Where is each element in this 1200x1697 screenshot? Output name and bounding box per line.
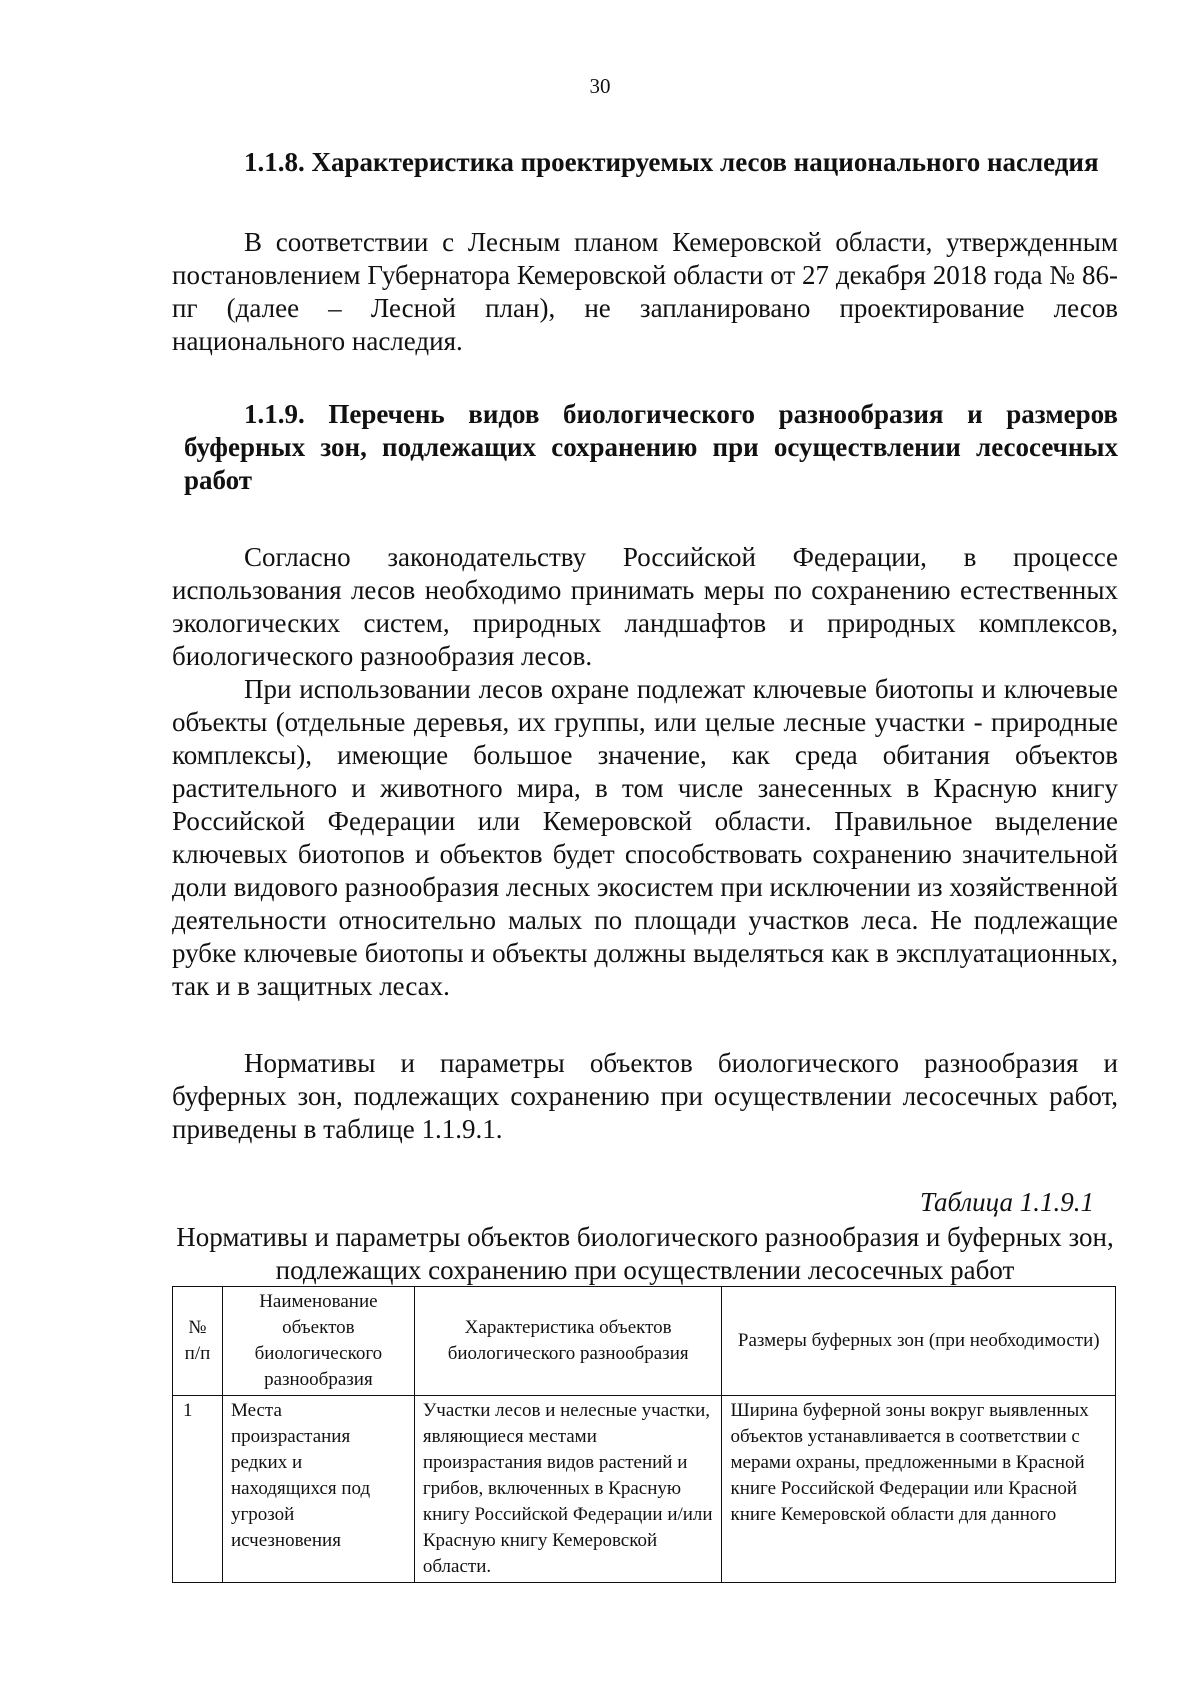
paragraph: Нормативы и параметры объектов биологического разнообразия и буферных зон, подлежащих сохранению при осуществлении лесосечных работ, приведены в таблице 1.1.9.1. xyxy=(172,1048,1118,1144)
header-num: № п/п xyxy=(173,1287,223,1396)
section-title: Характеристика проектируемых лесов национального наследия xyxy=(311,147,1099,177)
page-number: 30 xyxy=(589,74,611,98)
section-heading-1-1-9 xyxy=(172,398,1118,497)
table-caption: Таблица 1.1.9.1 xyxy=(919,1187,1094,1217)
paragraph: В соответствии с Лесным планом Кемеровской области, утвержденным постановлением Губернатора Кемеровской области от 27 декабря 2018 года № 86-пг (далее – Лесной план), не запланировано проектирование лесов национального наследия. xyxy=(172,227,1118,356)
cell-characteristic: Участки лесов и нелесные участки, являющиеся местами произрастания видов растений и грибов, включенных в Красную книгу Российской Федерации и/или Красную книгу Кемеровской области. xyxy=(414,1396,722,1583)
paragraph: При использовании лесов охране подлежат ключевые биотопы и ключевые объекты (отдельные деревья, их группы, или целые лесные участки - природные комплексы), имеющие большое значение, как среда обитания объектов растительного и животного мира, в том числе занесенных в Красную книгу Российской Федерации или Кемеровской области. Правильное выделение ключевых биотопов и объектов будет способствовать сохранению значительной доли видового разнообразия лесных экосистем при исключении из хозяйственной деятельности относительно малых по площади участков леса. Не подлежащие рубке ключевые биотопы и объекты должны выделяться как в эксплуатационных, так и в защитных лесах. xyxy=(172,674,1118,1001)
table-header-row xyxy=(173,1287,1116,1396)
section-number: 1.1.8. xyxy=(244,147,305,177)
header-buffer: Размеры буферных зон (при необходимости) xyxy=(722,1287,1116,1396)
cell-buffer: Ширина буферной зоны вокруг выявленных объектов устанавливается в соответствии с мерами охраны, предложенными в Красной книге Российской Федерации или Красной книге Кемеровской области для данного xyxy=(722,1396,1116,1583)
biodiversity-table xyxy=(172,1286,1116,1583)
table-row xyxy=(173,1396,1116,1583)
section-title: Перечень видов биологического разнообразия и размеров буферных зон, подлежащих сохранению при осуществлении лесосечных работ xyxy=(184,399,1119,495)
cell-name: Места произрастания редких и находящихся под угрозой исчезновения xyxy=(222,1396,414,1583)
table-title: Нормативы и параметры объектов биологического разнообразия и буферных зон, подлежащих сохранению при осуществлении лесосечных работ xyxy=(176,1222,1114,1285)
section-heading-1-1-8 xyxy=(172,146,1118,179)
header-name: Наименование объектов биологического разнообразия xyxy=(222,1287,414,1396)
header-characteristic: Характеристика объектов биологического разнообразия xyxy=(414,1287,722,1396)
section-number: 1.1.9. xyxy=(244,399,305,429)
cell-num: 1 xyxy=(173,1396,223,1583)
page-content xyxy=(172,146,1118,1287)
paragraph: Согласно законодательству Российской Федерации, в процессе использования лесов необходимо принимать меры по сохранению естественных экологических систем, природных ландшафтов и природных комплексов, биологического разнообразия лесов. xyxy=(172,542,1118,671)
